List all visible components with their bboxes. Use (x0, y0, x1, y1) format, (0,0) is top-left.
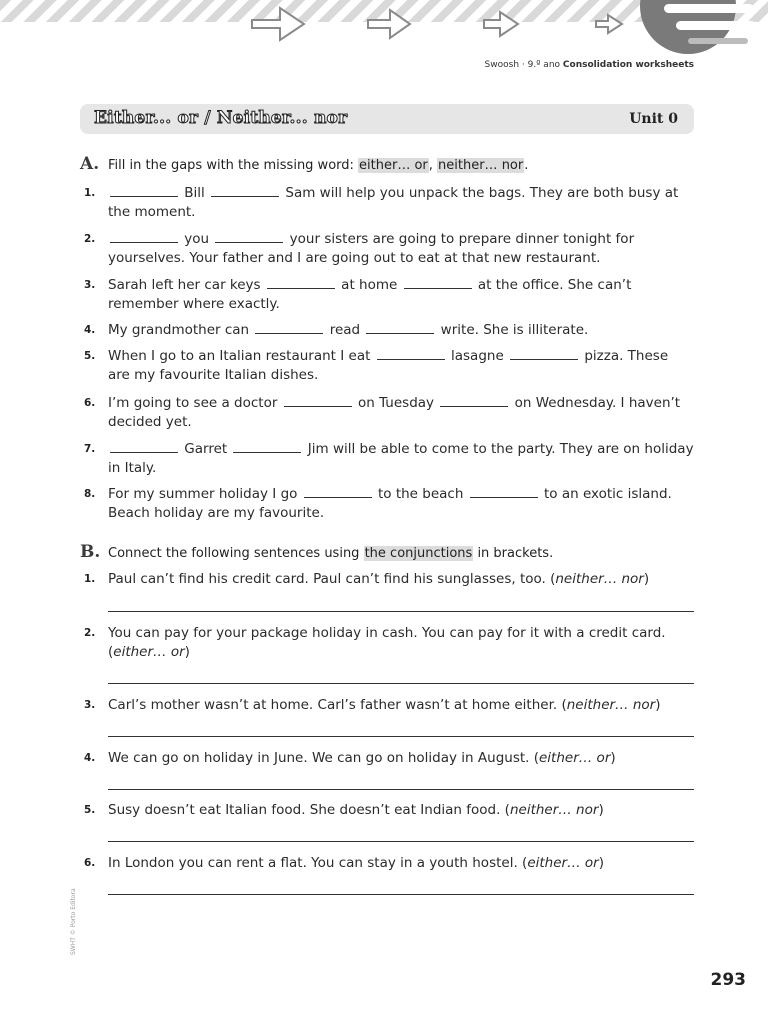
closing-bracket: ) (610, 750, 616, 766)
worksheet-title: Either... or / Neither... nor (94, 108, 348, 128)
series-name: Consolidation worksheets (562, 60, 694, 70)
item-text-part: Sam will help you unpack the bags. They are both busy at the moment. (108, 185, 679, 220)
item-number: 6. (84, 857, 96, 869)
item-text-part: pizza. These are my favourite Italian dishes. (108, 348, 669, 383)
exercise-b-item (84, 624, 694, 662)
section-b-heading (80, 542, 553, 562)
item-text-part: Bill (180, 185, 210, 201)
fill-in-gap[interactable] (110, 184, 178, 197)
arrow-icon (368, 10, 410, 38)
exercise-a-item (84, 394, 694, 432)
item-text (108, 347, 694, 385)
sentence-text: You can pay for your package holiday in cash. You can pay for it with a credit card. ( (108, 625, 666, 660)
item-text (108, 230, 694, 268)
item-text-part: to an exotic island. Beach holiday are my favourite. (108, 486, 672, 521)
item-number: 5. (84, 350, 96, 362)
exercise-a-item (84, 440, 694, 478)
arrow-icon (484, 12, 518, 36)
answer-line[interactable] (108, 894, 694, 895)
item-text (108, 276, 694, 314)
exercise-b-item (84, 801, 694, 820)
copyright-credit: SWHT © Porto Editora (70, 888, 77, 955)
closing-bracket: ) (598, 855, 604, 871)
closing-bracket: ) (655, 697, 661, 713)
item-number: 3. (84, 699, 96, 711)
conjunction-hint: either… or (113, 644, 185, 660)
title-bar (80, 104, 694, 134)
item-text (108, 696, 694, 715)
item-number: 5. (84, 804, 96, 816)
item-text (108, 854, 694, 873)
section-b-instruction-end: in brackets. (473, 546, 554, 561)
fill-in-gap[interactable] (233, 440, 301, 453)
item-text-part: your sisters are going to prepare dinner tonight for yourselves. Your father and I are going out to eat at that new restaurant. (108, 231, 635, 266)
answer-line[interactable] (108, 789, 694, 790)
item-text-part: Sarah left her car keys (108, 277, 265, 293)
section-b-instruction: Connect the following sentences using (108, 546, 364, 561)
item-text (108, 570, 694, 589)
header-arrows-decoration (0, 0, 768, 60)
separator: , (428, 158, 438, 173)
item-text-part: For my summer holiday I go (108, 486, 302, 502)
item-text-part: read (325, 322, 365, 338)
closing-bracket: ) (598, 802, 604, 818)
exercise-b-item (84, 570, 694, 589)
section-b-letter: B. (80, 542, 101, 562)
item-number: 2. (84, 233, 96, 245)
highlight-word-neither-nor: neither… nor (438, 158, 524, 173)
exercise-b-item (84, 854, 694, 873)
conjunction-hint: either… or (527, 855, 599, 871)
item-text-part: My grandmother can (108, 322, 254, 338)
item-text-part: write. She is illiterate. (436, 322, 589, 338)
exercise-a-item (84, 184, 694, 222)
item-text-part: Jim will be able to come to the party. They are on holiday in Italy. (108, 441, 694, 476)
item-text (108, 321, 694, 340)
item-text-part: When I go to an Italian restaurant I eat (108, 348, 375, 364)
conjunction-hint: neither… nor (555, 571, 644, 587)
page-number: 293 (710, 970, 746, 990)
sentence-text: Susy doesn’t eat Italian food. She doesn’t eat Indian food. ( (108, 802, 510, 818)
fill-in-gap[interactable] (215, 230, 283, 243)
item-text-part: at the office. She can’t remember where exactly. (108, 277, 632, 312)
item-text-part: you (180, 231, 214, 247)
exercise-a-item (84, 347, 694, 385)
fill-in-gap[interactable] (366, 321, 434, 334)
period: . (524, 158, 529, 173)
section-a-letter: A. (80, 154, 100, 174)
exercise-b-item (84, 749, 694, 768)
fill-in-gap[interactable] (404, 276, 472, 289)
answer-line[interactable] (108, 683, 694, 684)
item-number: 6. (84, 397, 96, 409)
header-meta (485, 60, 694, 70)
item-text (108, 394, 694, 432)
exercise-b-item (84, 696, 694, 715)
answer-line[interactable] (108, 611, 694, 612)
item-text (108, 440, 694, 478)
exercise-a-item (84, 276, 694, 314)
item-number: 1. (84, 573, 96, 585)
fill-in-gap[interactable] (510, 347, 578, 360)
item-number: 7. (84, 443, 96, 455)
sentence-text: Paul can’t find his credit card. Paul can’t find his sunglasses, too. ( (108, 571, 556, 587)
item-number: 3. (84, 279, 96, 291)
exercise-a-item (84, 485, 694, 523)
sentence-text: We can go on holiday in June. We can go on holiday in August. ( (108, 750, 539, 766)
item-text (108, 184, 694, 222)
conjunction-hint: neither… nor (566, 697, 656, 713)
item-text (108, 485, 694, 523)
section-a-instruction: Fill in the gaps with the missing word: (108, 158, 359, 173)
fill-in-gap[interactable] (440, 394, 508, 407)
item-text-part: Garret (180, 441, 232, 457)
item-text-part: lasagne (446, 348, 509, 364)
answer-line[interactable] (108, 841, 694, 842)
closing-bracket: ) (643, 571, 650, 587)
fill-in-gap[interactable] (255, 321, 323, 334)
fill-in-gap[interactable] (470, 485, 538, 498)
answer-line[interactable] (108, 736, 694, 737)
fill-in-gap[interactable] (110, 440, 178, 453)
exercise-a-item (84, 321, 694, 340)
unit-label: Unit 0 (629, 111, 678, 127)
fill-in-gap[interactable] (284, 394, 352, 407)
section-a-heading (80, 154, 528, 174)
book-name: Swoosh · 9.º ano (484, 60, 561, 70)
item-text (108, 624, 694, 662)
arrow-icon (596, 15, 622, 33)
highlight-word-either-or: either… or (359, 158, 428, 173)
item-text-part: to the beach (373, 486, 468, 502)
item-text-part: at home (336, 277, 402, 293)
fill-in-gap[interactable] (211, 184, 279, 197)
item-number: 1. (84, 187, 96, 199)
item-text-part: on Tuesday (353, 395, 439, 411)
item-number: 8. (84, 488, 96, 500)
fill-in-gap[interactable] (377, 347, 445, 360)
closing-bracket: ) (184, 644, 190, 660)
fill-in-gap[interactable] (304, 485, 372, 498)
sentence-text: Carl’s mother wasn’t at home. Carl’s father wasn’t at home either. ( (108, 697, 567, 713)
item-text-part: I’m going to see a doctor (108, 395, 282, 411)
highlight-conjunctions: the conjunctions (364, 546, 473, 561)
item-text (108, 801, 694, 820)
item-text-part: on Wednesday. I haven’t decided yet. (108, 395, 681, 430)
item-number: 4. (84, 324, 96, 336)
item-number: 2. (84, 627, 96, 639)
fill-in-gap[interactable] (267, 276, 335, 289)
arrow-icon (252, 8, 304, 40)
conjunction-hint: neither… nor (509, 802, 599, 818)
exercise-a-item (84, 230, 694, 268)
sentence-text: In London you can rent a flat. You can stay in a youth hostel. ( (108, 855, 528, 871)
item-number: 4. (84, 752, 96, 764)
item-text (108, 749, 694, 768)
conjunction-hint: either… or (539, 750, 611, 766)
fill-in-gap[interactable] (110, 230, 178, 243)
